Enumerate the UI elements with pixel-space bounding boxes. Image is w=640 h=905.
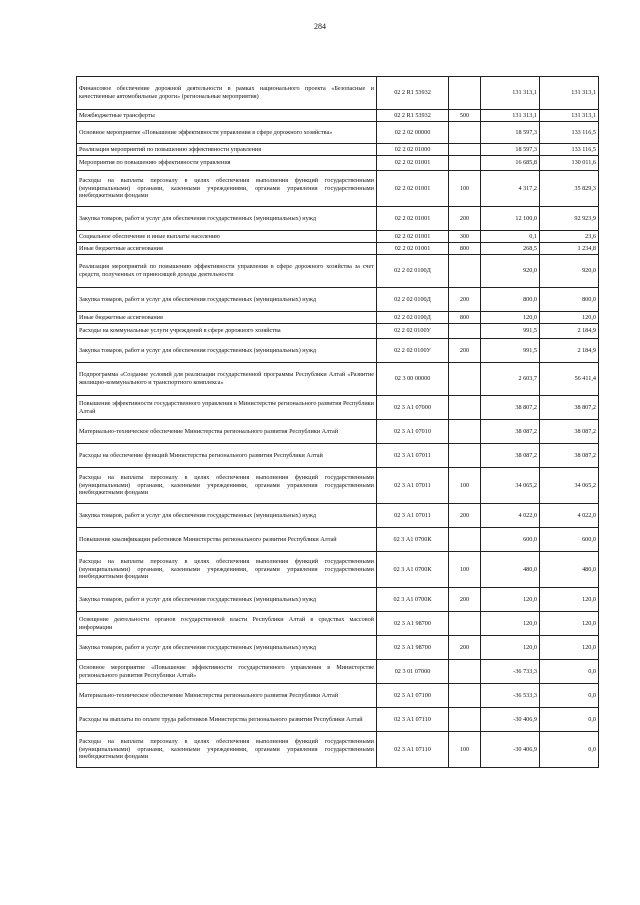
expense-name-cell: Межбюджетные трансферты — [77, 110, 377, 122]
budget-code-cell: 02 3 А1 07110 — [377, 708, 449, 732]
amount-total-cell: 56 411,4 — [540, 363, 599, 396]
budget-code-cell: 02 2 02 01001 — [377, 243, 449, 255]
table-row — [77, 588, 599, 612]
budget-code-cell: 02 3 А1 07011 — [377, 504, 449, 528]
expense-name-cell: Материально-техническое обеспечение Министерства регионального развития Республики Алтай — [77, 684, 377, 708]
expense-type-cell: 200 — [449, 636, 481, 660]
expense-type-cell: 100 — [449, 468, 481, 504]
table-row — [77, 468, 599, 504]
amount-total-cell: 4 022,0 — [540, 504, 599, 528]
budget-code-cell: 02 2 02 0100Д — [377, 288, 449, 312]
table-row — [77, 156, 599, 171]
expense-name-cell: Расходы на выплаты персоналу в целях обеспечения выполнения функций государственными (муниципальными) органами, казенными учреждениями, органами управления государственными внебюджетными фондами — [77, 171, 377, 207]
amount-change-cell: 120,0 — [481, 312, 540, 324]
amount-total-cell: 120,0 — [540, 588, 599, 612]
budget-code-cell: 02 2 02 01001 — [377, 156, 449, 171]
expense-type-cell — [449, 612, 481, 636]
table-row — [77, 732, 599, 768]
table-row — [77, 363, 599, 396]
expense-type-cell — [449, 420, 481, 444]
budget-code-cell: 02 3 00 00000 — [377, 363, 449, 396]
budget-code-cell: 02 2 02 0100Д — [377, 255, 449, 288]
budget-code-cell: 02 2 02 0100У — [377, 339, 449, 363]
expense-name-cell: Расходы на обеспечение функций Министерства регионального развития Республики Алтай — [77, 444, 377, 468]
expense-name-cell: Расходы на выплаты персоналу в целях обеспечения выполнения функций государственными (муниципальными) органами, казенными учреждениями, органами управления государственными внебюджетными фондами — [77, 732, 377, 768]
expense-type-cell: 200 — [449, 588, 481, 612]
budget-code-cell: 02 2 02 01001 — [377, 171, 449, 207]
amount-total-cell: 23,6 — [540, 231, 599, 243]
amount-change-cell: 480,0 — [481, 552, 540, 588]
expense-name-cell: Реализация мероприятий по повышению эффективности управления — [77, 144, 377, 156]
expense-type-cell — [449, 324, 481, 339]
budget-code-cell: 02 3 А1 07010 — [377, 420, 449, 444]
page-number: 284 — [314, 22, 326, 31]
amount-total-cell: 35 829,3 — [540, 171, 599, 207]
expense-name-cell: Мероприятия по повышению эффективности управления — [77, 156, 377, 171]
amount-total-cell: 120,0 — [540, 312, 599, 324]
amount-total-cell: 0,0 — [540, 684, 599, 708]
amount-change-cell: 4 317,2 — [481, 171, 540, 207]
amount-change-cell: 120,0 — [481, 588, 540, 612]
expense-name-cell: Повышение эффективности государственного управления в Министерстве регионального развития Республики Алтай — [77, 396, 377, 420]
expense-name-cell: Основное мероприятие «Повышение эффективности государственного управления в Министерстве регионального развития Республики Алтай» — [77, 660, 377, 684]
expense-name-cell: Закупка товаров, работ и услуг для обеспечения государственных (муниципальных) нужд — [77, 339, 377, 363]
budget-code-cell: 02 2 02 01001 — [377, 231, 449, 243]
budget-table — [76, 76, 599, 768]
budget-code-cell: 02 3 А1 07011 — [377, 444, 449, 468]
budget-code-cell: 02 3 А1 0700К — [377, 528, 449, 552]
expense-name-cell: Материально-техническое обеспечение Министерства регионального развития Республики Алтай — [77, 420, 377, 444]
table-row — [77, 288, 599, 312]
expense-type-cell — [449, 77, 481, 110]
expense-name-cell: Закупка товаров, работ и услуг для обеспечения государственных (муниципальных) нужд — [77, 588, 377, 612]
amount-total-cell: 130 011,6 — [540, 156, 599, 171]
amount-change-cell: 18 597,3 — [481, 144, 540, 156]
amount-change-cell: 120,0 — [481, 612, 540, 636]
table-row — [77, 255, 599, 288]
budget-code-cell: 02 2 02 0100Д — [377, 312, 449, 324]
amount-change-cell: 12 100,0 — [481, 207, 540, 231]
budget-table-body — [77, 77, 599, 768]
amount-total-cell: 38 807,2 — [540, 396, 599, 420]
budget-code-cell: 02 3 А1 07011 — [377, 468, 449, 504]
expense-type-cell: 100 — [449, 552, 481, 588]
table-row — [77, 144, 599, 156]
amount-total-cell: 38 087,2 — [540, 420, 599, 444]
amount-change-cell: 268,5 — [481, 243, 540, 255]
expense-name-cell: Расходы на выплаты персоналу в целях обеспечения выполнения функций государственными (муниципальными) органами, казенными учреждениями, органами управления государственными внебюджетными фондами — [77, 468, 377, 504]
expense-type-cell — [449, 528, 481, 552]
expense-name-cell: Освещение деятельности органов государственной власти Республики Алтай в средствах массовой информации — [77, 612, 377, 636]
expense-name-cell: Реализация мероприятий по повышению эффективности управления в сфере дорожного хозяйства за счет средств, полученных от приносящей доходы деятельности — [77, 255, 377, 288]
expense-type-cell: 200 — [449, 207, 481, 231]
amount-total-cell: 120,0 — [540, 636, 599, 660]
table-row — [77, 207, 599, 231]
expense-name-cell: Финансовое обеспечение дорожной деятельности в рамках национального проекта «Безопасные и качественные автомобильные дороги» (региональные мероприятия) — [77, 77, 377, 110]
table-row — [77, 312, 599, 324]
table-row — [77, 171, 599, 207]
amount-total-cell: 34 065,2 — [540, 468, 599, 504]
table-row — [77, 231, 599, 243]
amount-change-cell: 38 087,2 — [481, 444, 540, 468]
amount-change-cell: 16 685,8 — [481, 156, 540, 171]
amount-total-cell: 131 313,1 — [540, 77, 599, 110]
amount-change-cell: 991,5 — [481, 324, 540, 339]
amount-total-cell: 38 087,2 — [540, 444, 599, 468]
table-row — [77, 612, 599, 636]
amount-change-cell: 600,0 — [481, 528, 540, 552]
amount-change-cell: 991,5 — [481, 339, 540, 363]
table-row — [77, 339, 599, 363]
amount-change-cell: 38 807,2 — [481, 396, 540, 420]
expense-type-cell — [449, 708, 481, 732]
amount-change-cell: -36 533,3 — [481, 684, 540, 708]
amount-total-cell: 600,0 — [540, 528, 599, 552]
expense-name-cell: Социальное обеспечение и иные выплаты населению — [77, 231, 377, 243]
table-row — [77, 552, 599, 588]
table-row — [77, 636, 599, 660]
expense-type-cell — [449, 684, 481, 708]
table-row — [77, 77, 599, 110]
table-row — [77, 122, 599, 144]
expense-name-cell: Закупка товаров, работ и услуг для обеспечения государственных (муниципальных) нужд — [77, 288, 377, 312]
table-row — [77, 444, 599, 468]
table-row — [77, 660, 599, 684]
expense-name-cell: Иные бюджетные ассигнования — [77, 312, 377, 324]
amount-total-cell: 92 923,9 — [540, 207, 599, 231]
amount-total-cell: 131 313,1 — [540, 110, 599, 122]
amount-total-cell: 1 234,8 — [540, 243, 599, 255]
table-row — [77, 396, 599, 420]
amount-change-cell: 34 065,2 — [481, 468, 540, 504]
expense-type-cell — [449, 122, 481, 144]
budget-code-cell: 02 3 А1 98700 — [377, 636, 449, 660]
budget-code-cell: 02 3 А1 0700К — [377, 588, 449, 612]
expense-type-cell: 200 — [449, 288, 481, 312]
amount-change-cell: 18 597,3 — [481, 122, 540, 144]
expense-type-cell: 100 — [449, 732, 481, 768]
amount-change-cell: 131 313,1 — [481, 110, 540, 122]
amount-total-cell: 133 116,5 — [540, 122, 599, 144]
table-row — [77, 684, 599, 708]
amount-change-cell: 120,0 — [481, 636, 540, 660]
amount-change-cell: 800,0 — [481, 288, 540, 312]
budget-code-cell: 02 3 А1 98700 — [377, 612, 449, 636]
amount-change-cell: 4 022,0 — [481, 504, 540, 528]
expense-type-cell — [449, 255, 481, 288]
amount-total-cell: 0,0 — [540, 660, 599, 684]
expense-type-cell: 200 — [449, 339, 481, 363]
expense-type-cell — [449, 660, 481, 684]
expense-type-cell: 800 — [449, 312, 481, 324]
amount-total-cell: 920,0 — [540, 255, 599, 288]
amount-total-cell: 2 184,9 — [540, 339, 599, 363]
expense-name-cell: Расходы на выплаты по оплате труда работников Министерства регионального развития Республики Алтай — [77, 708, 377, 732]
expense-type-cell: 100 — [449, 171, 481, 207]
table-row — [77, 528, 599, 552]
expense-type-cell — [449, 396, 481, 420]
budget-code-cell: 02 3 А1 07100 — [377, 684, 449, 708]
table-row — [77, 420, 599, 444]
expense-type-cell: 200 — [449, 504, 481, 528]
amount-change-cell: 2 603,7 — [481, 363, 540, 396]
expense-name-cell: Закупка товаров, работ и услуг для обеспечения государственных (муниципальных) нужд — [77, 504, 377, 528]
budget-code-cell: 02 2 02 00000 — [377, 122, 449, 144]
amount-total-cell: 0,0 — [540, 732, 599, 768]
budget-code-cell: 02 3 А1 0700К — [377, 552, 449, 588]
expense-name-cell: Подпрограмма «Создание условий для реализации государственной программы Республики Алтай «Развитие жилищно-коммунального и транспортного комплекса» — [77, 363, 377, 396]
table-row — [77, 504, 599, 528]
expense-name-cell: Иные бюджетные ассигнования — [77, 243, 377, 255]
budget-code-cell: 02 3 А1 07000 — [377, 396, 449, 420]
expense-name-cell: Расходы на выплаты персоналу в целях обеспечения выполнения функций государственными (муниципальными) органами, казенными учреждениями, органами управления государственными внебюджетными фондами — [77, 552, 377, 588]
expense-type-cell — [449, 144, 481, 156]
expense-name-cell: Расходы на коммунальные услуги учреждений в сфере дорожного хозяйства — [77, 324, 377, 339]
amount-total-cell: 120,0 — [540, 612, 599, 636]
amount-total-cell: 2 184,9 — [540, 324, 599, 339]
amount-change-cell: 38 087,2 — [481, 420, 540, 444]
budget-code-cell: 02 2 R1 53932 — [377, 110, 449, 122]
amount-total-cell: 133 116,5 — [540, 144, 599, 156]
expense-type-cell: 300 — [449, 231, 481, 243]
budget-code-cell: 02 2 02 01001 — [377, 207, 449, 231]
expense-name-cell: Закупка товаров, работ и услуг для обеспечения государственных (муниципальных) нужд — [77, 207, 377, 231]
amount-change-cell: 0,1 — [481, 231, 540, 243]
expense-type-cell: 500 — [449, 110, 481, 122]
table-row — [77, 708, 599, 732]
amount-total-cell: 800,0 — [540, 288, 599, 312]
expense-type-cell: 800 — [449, 243, 481, 255]
budget-code-cell: 02 2 02 01000 — [377, 144, 449, 156]
expense-type-cell — [449, 156, 481, 171]
budget-code-cell: 02 3 А1 07110 — [377, 732, 449, 768]
amount-change-cell: -30 406,9 — [481, 732, 540, 768]
expense-type-cell — [449, 444, 481, 468]
expense-name-cell: Закупка товаров, работ и услуг для обеспечения государственных (муниципальных) нужд — [77, 636, 377, 660]
budget-code-cell: 02 2 R1 53932 — [377, 77, 449, 110]
table-row — [77, 243, 599, 255]
budget-code-cell: 02 2 02 0100У — [377, 324, 449, 339]
amount-change-cell: -30 406,9 — [481, 708, 540, 732]
table-row — [77, 110, 599, 122]
amount-change-cell: 920,0 — [481, 255, 540, 288]
expense-type-cell — [449, 363, 481, 396]
amount-total-cell: 480,0 — [540, 552, 599, 588]
amount-total-cell: 0,0 — [540, 708, 599, 732]
amount-change-cell: -36 733,3 — [481, 660, 540, 684]
expense-name-cell: Основное мероприятие «Повышение эффективности управления в сфере дорожного хозяйства» — [77, 122, 377, 144]
amount-change-cell: 131 313,1 — [481, 77, 540, 110]
budget-code-cell: 02 3 01 07000 — [377, 660, 449, 684]
expense-name-cell: Повышение квалификации работников Министерства регионального развития Республики Алтай — [77, 528, 377, 552]
table-row — [77, 324, 599, 339]
